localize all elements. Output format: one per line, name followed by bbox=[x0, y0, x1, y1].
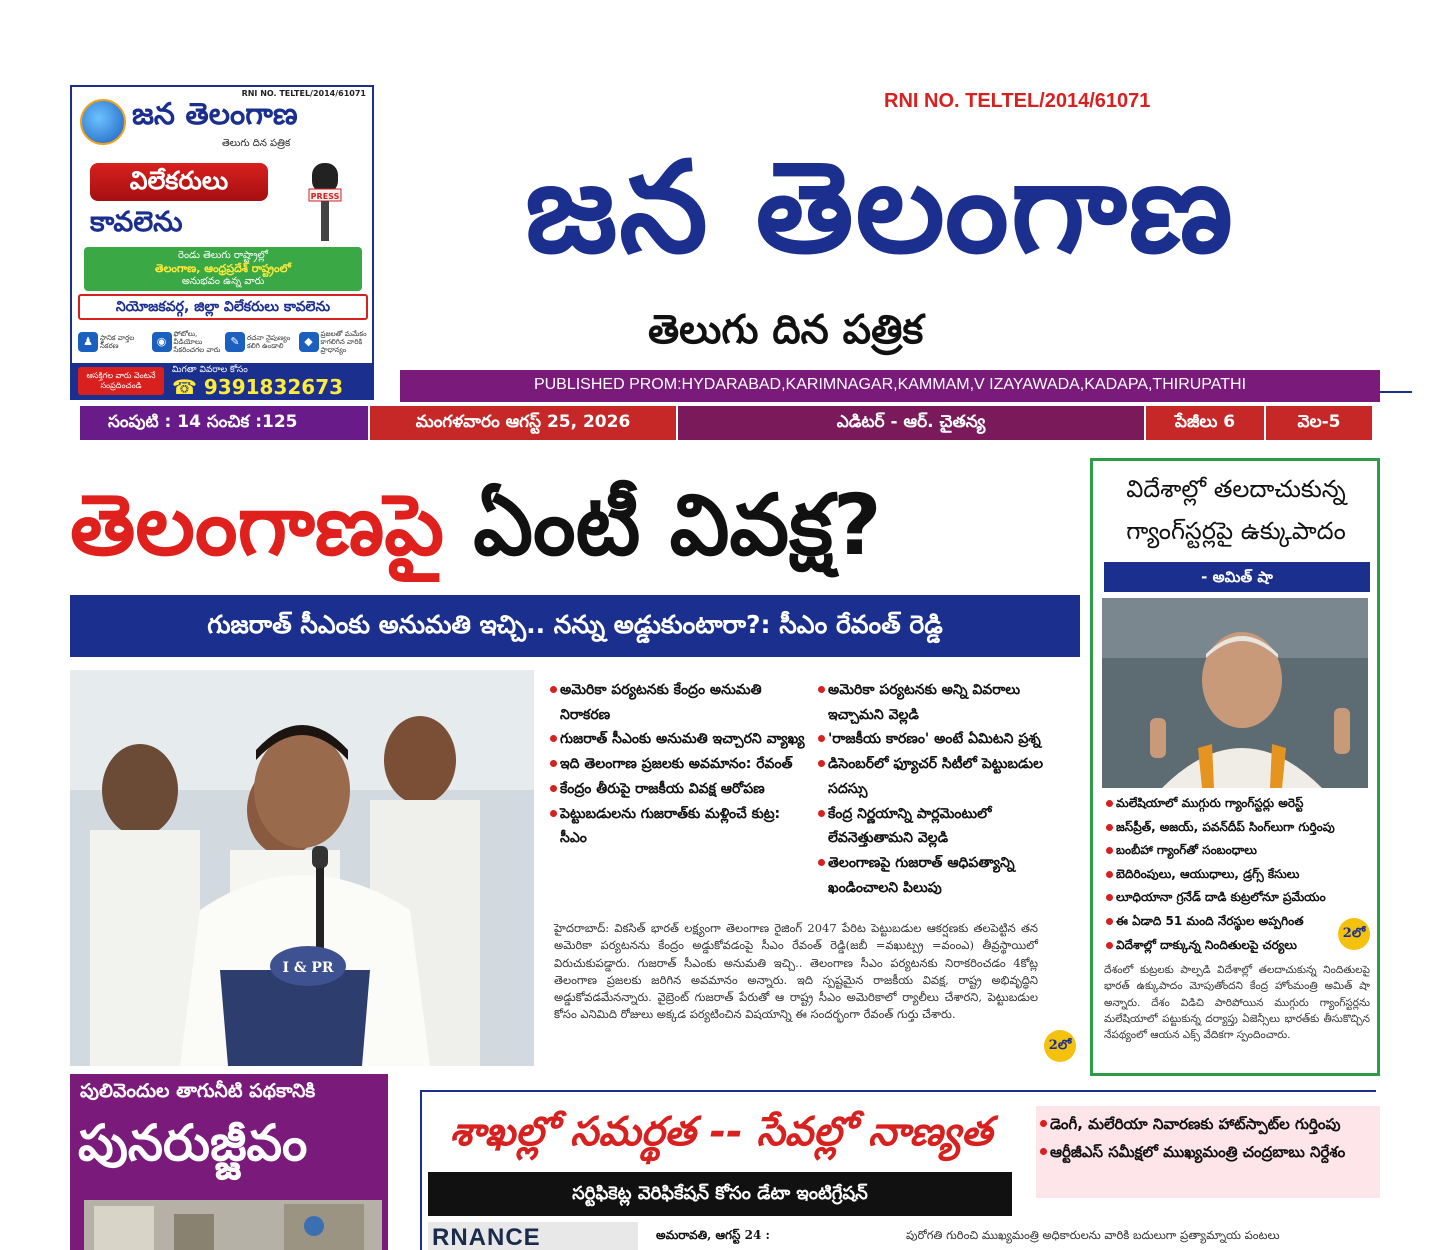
page-count: పేజీలు 6 bbox=[1146, 406, 1264, 440]
ad-logo-icon bbox=[80, 99, 126, 145]
rni-number: RNI NO. TELTEL/2014/61071 bbox=[884, 90, 1151, 112]
list-item: అమెరికా పర్యటనకు కేంద్రం అనుమతి నిరాకరణ bbox=[550, 678, 808, 727]
divider bbox=[1380, 391, 1412, 393]
ad-feature-text: ఫోటోలు, వీడియోలు సేకరించగల వారు bbox=[173, 330, 221, 354]
published-from-bar: PUBLISHED PROM:HYDARABAD,KARIMNAGAR,KAMMAM,V IZAYAWADA,KADAPA,THIRUPATHI bbox=[400, 370, 1380, 402]
press-microphone-icon bbox=[302, 159, 346, 245]
ad-phone-number[interactable]: ☎ 9391832673 bbox=[172, 375, 344, 399]
ad-feature-text: రచనా నైపుణ్యం కలిగి ఉండాలి bbox=[247, 334, 291, 350]
ad-wanted-line1: విలేకరులు bbox=[90, 163, 268, 201]
sidebar-photo bbox=[1102, 598, 1368, 788]
ad-contact-bar bbox=[72, 363, 372, 399]
feature-headline[interactable]: పునరుజ్జీవం bbox=[78, 1114, 308, 1172]
lead-headline-black: ఏంటీ వివక్ష? bbox=[473, 476, 882, 574]
editor-name: ఎడిటర్ - ఆర్. చైతన్య bbox=[678, 406, 1144, 440]
ad-newspaper-name: జన తెలంగాణ bbox=[132, 97, 298, 132]
sidebar-highlights bbox=[1106, 792, 1372, 957]
list-item: 'రాజకీయ కారణం' అంటే ఏమిటని ప్రశ్న bbox=[818, 727, 1076, 752]
construction-site-image bbox=[84, 1200, 382, 1250]
lead-highlights-left bbox=[550, 678, 808, 851]
list-item: విదేశాల్లో దాక్కున్న నిందితులపై చర్యలు bbox=[1106, 934, 1372, 958]
list-item: ఇది తెలంగాణ ప్రజలకు అవమానం: రేవంత్ bbox=[550, 752, 808, 777]
list-item: జస్‌ప్రీత్, అజయ్, పవన్‌దీప్ సింగ్‌లుగా గుర్తింపు bbox=[1106, 816, 1372, 840]
newspaper-tagline: తెలుగు దిన పత్రిక bbox=[648, 307, 924, 353]
list-item: లూధియానా గ్రనేడ్ దాడి కుట్రలోనూ ప్రమేయం bbox=[1106, 886, 1372, 910]
lower-highlights bbox=[1040, 1110, 1380, 1166]
volume-issue: సంపుటి : 14 సంచిక :125 bbox=[80, 406, 368, 440]
person-icon: ♟ bbox=[78, 332, 98, 352]
ad-contact-prompt: ఆసక్తిగల వారు వెంటనే సంప్రదించండి bbox=[78, 367, 164, 395]
lower-photo-text: RNANCE bbox=[432, 1224, 541, 1250]
ad-feature-item bbox=[78, 323, 148, 361]
edition-date: మంగళవారం ఆగస్ట్ 25, 2026 bbox=[370, 406, 676, 440]
lower-headline[interactable]: శాఖల్లో సమర్థత -- సేవల్లో నాణ్యత bbox=[449, 1109, 993, 1155]
list-item: ఈ ఏడాది 51 మంది నేరస్థుల అప్పగింత bbox=[1106, 910, 1372, 934]
list-item: పెట్టుబడులను గుజరాత్‌కు మళ్లించే కుట్ర: సీఎం bbox=[550, 802, 808, 851]
ad-requirement: నియోజకవర్గ, జిల్లా విలేకరులు కావలెను bbox=[78, 294, 368, 320]
list-item: తెలంగాణపై గుజరాత్ ఆధిపత్యాన్ని ఖండించాలని పిలుపు bbox=[818, 851, 1076, 900]
portrait-image bbox=[1102, 598, 1368, 788]
notepad-icon: ✎ bbox=[225, 332, 245, 352]
continued-page-badge[interactable]: 2లో bbox=[1044, 1030, 1076, 1062]
ad-feature-item bbox=[225, 323, 295, 361]
ad-feature-text: స్థానిక వార్తల సేకరణ bbox=[100, 334, 135, 350]
ad-features bbox=[78, 323, 368, 361]
feature-photo bbox=[84, 1200, 382, 1250]
sidebar-body-text: దేశంలో కుట్రలకు పాల్పడి విదేశాల్లో తలదాచుకున్న నిందితులపై భారత్ ఉక్కుపాదం మోపుతోందని కేంద్ర హోంమంత్రి అమిత్ షా అన్నారు. దేశం విడిచి పారిపోయిన ముగ్గురు గ్యాంగ్‌స్టర్లను మలేషియాలో పట్టుకున్న దర్యాప్తు ఏజెన్సీలు భారత్‌కు తీసుకొచ్చిన నేపథ్యంలో ఆయన ఎక్స్ వేదికగా స్పందించారు. bbox=[1104, 964, 1370, 1042]
list-item: డెంగీ, మలేరియా నివారణకు హాట్‌స్పాట్‌ల గుర్తింపు bbox=[1040, 1110, 1380, 1138]
lead-body-text: హైదరాబాద్: వికసిత్ భారత్ లక్ష్యంగా తెలంగాణ రైజింగ్ 2047 పేరిట పెట్టుబడుల ఆకర్షణకు తలపెట్టిన తన అమెరికా పర్యటనను కేంద్రం అడ్డుకోవడంపై సీఎం రేవంత్ రెడ్డి(జబీ =వఖుట్ప్ర =వంంఎ) తీవ్రస్థాయిలో విరుచుకుపడ్డారు. గుజరాత్ సీఎంకు అనుమతి ఇచ్చి.. తెలంగాణ సీఎం పర్యటనకు నిరాకరించడం 4కోట్ల తెలంగాణ ప్రజలకు జరిగిన అవమానం అన్నారు. ఇది స్పష్టమైన రాజకీయ వివక్ష, రాష్ట్ర అభివృద్ధిని అడ్డుకోవడమేనన్నారు. వైబ్రెంట్ గుజరాత్ పేరుతో ఆ రాష్ట్ర సీఎం అమెరికాలో ర్యాలీలు చేశారని, పెట్టుబడుల కోసం ఎనిమిది రోజులు అక్కడ పర్యటించిన విషయాన్ని ఈ సందర్భంగా రేవంత్ గుర్తు చేశారు. bbox=[554, 921, 1038, 1022]
list-item: ఆర్టీజీఎస్ సమీక్షలో ముఖ్యమంత్రి చంద్రబాబు నిర్దేశం bbox=[1040, 1138, 1380, 1166]
lead-headline-red: తెలంగాణపై bbox=[70, 476, 444, 574]
sidebar-headline[interactable]: విదేశాల్లో తలదాచుకున్న గ్యాంగ్‌స్టర్లపై ఉక్కుపాదం bbox=[1126, 475, 1346, 545]
price: వెల-5 bbox=[1266, 406, 1372, 440]
newspaper-title: జన తెలంగాణ bbox=[525, 134, 1235, 281]
ad-contact-note: మిగతా వివరాల కోసం bbox=[172, 365, 248, 375]
list-item: బెదిరింపులు, ఆయుధాలు, డ్రగ్స్ కేసులు bbox=[1106, 863, 1372, 887]
lead-photo bbox=[70, 670, 534, 1066]
ad-eligibility-box bbox=[84, 247, 362, 291]
ad-green-line3: అనుభవం ఉన్న వారు bbox=[181, 276, 265, 287]
recruitment-ad bbox=[70, 85, 374, 400]
list-item: కేంద్రం తీరుపై రాజకీయ వివక్ష ఆరోపణ bbox=[550, 777, 808, 802]
ad-feature-item bbox=[152, 323, 222, 361]
lead-highlights-right bbox=[818, 678, 1076, 900]
list-item: మలేషియాలో ముగ్గురు గ్యాంగ్‌స్టర్లు అరెస్ట్ bbox=[1106, 792, 1372, 816]
list-item: డిసెంబర్‌లో ఫ్యూచర్ సిటీలో పెట్టుబడుల సదస్సు bbox=[818, 752, 1076, 801]
lower-dateline: అమరావతి, ఆగస్ట్ 24 : bbox=[656, 1228, 770, 1242]
lower-body-text: పురోగతి గురించి ముఖ్యమంత్రి అధికారులను వారికి బదులుగా ప్రత్యామ్నాయ పంటలు bbox=[906, 1228, 1280, 1242]
press-label: PRESS bbox=[310, 192, 340, 201]
list-item: అమెరికా పర్యటనకు అన్ని వివరాలు ఇచ్చామని వెల్లడి bbox=[818, 678, 1076, 727]
ad-feature-text: ప్రజలతో మమేకం కాగలిగిన వారికి ప్రాధాన్యం bbox=[320, 330, 367, 354]
ad-feature-item bbox=[299, 323, 369, 361]
list-item: బంబీహా గ్యాంగ్‌తో సంబంధాలు bbox=[1106, 839, 1372, 863]
list-item: కేంద్ర నిర్ణయాన్ని పార్లమెంటులో లేవనెత్తుతామని వెల్లడి bbox=[818, 802, 1076, 851]
lower-photo bbox=[428, 1222, 638, 1250]
sidebar-byline: - అమిత్ షా bbox=[1104, 562, 1370, 592]
ad-wanted-line2: కావలెను bbox=[90, 205, 183, 238]
ad-phone-value: 9391832673 bbox=[203, 375, 344, 399]
lead-subheadline: గుజరాత్ సీఎంకు అనుమతి ఇచ్చి.. నన్ను అడ్డుకుంటారా?: సీఎం రేవంత్ రెడ్డి bbox=[70, 595, 1080, 657]
ad-green-line1: రెండు తెలుగు రాష్ట్రాల్లో bbox=[178, 250, 268, 261]
ad-subtitle: తెలుగు దిన పత్రిక bbox=[222, 138, 291, 149]
lower-subheadline: సర్టిఫికెట్ల వెరిఫికేషన్ కోసం డేటా ఇంటిగ్రేషన్ bbox=[428, 1172, 1012, 1216]
podium-label: I & PR bbox=[282, 960, 334, 976]
map-icon: ◆ bbox=[299, 332, 319, 352]
ad-green-line2: తెలంగాణ, ఆంధ్రప్రదేశ్ రాష్ట్రంలో bbox=[155, 262, 291, 275]
feature-kicker: పులివెందుల తాగునీటి పథకానికి bbox=[80, 1080, 316, 1102]
lead-headline[interactable] bbox=[70, 470, 1080, 580]
edition-info-bar bbox=[80, 406, 1372, 440]
continued-page-badge[interactable]: 2లో bbox=[1338, 918, 1370, 950]
ad-rni: RNI NO. TELTEL/2014/61071 bbox=[241, 89, 366, 98]
camera-icon: ◉ bbox=[152, 332, 172, 352]
list-item: గుజరాత్ సీఎంకు అనుమతి ఇచ్చారని వ్యాఖ్య bbox=[550, 727, 808, 752]
speaker-at-podium-image bbox=[70, 670, 534, 1066]
